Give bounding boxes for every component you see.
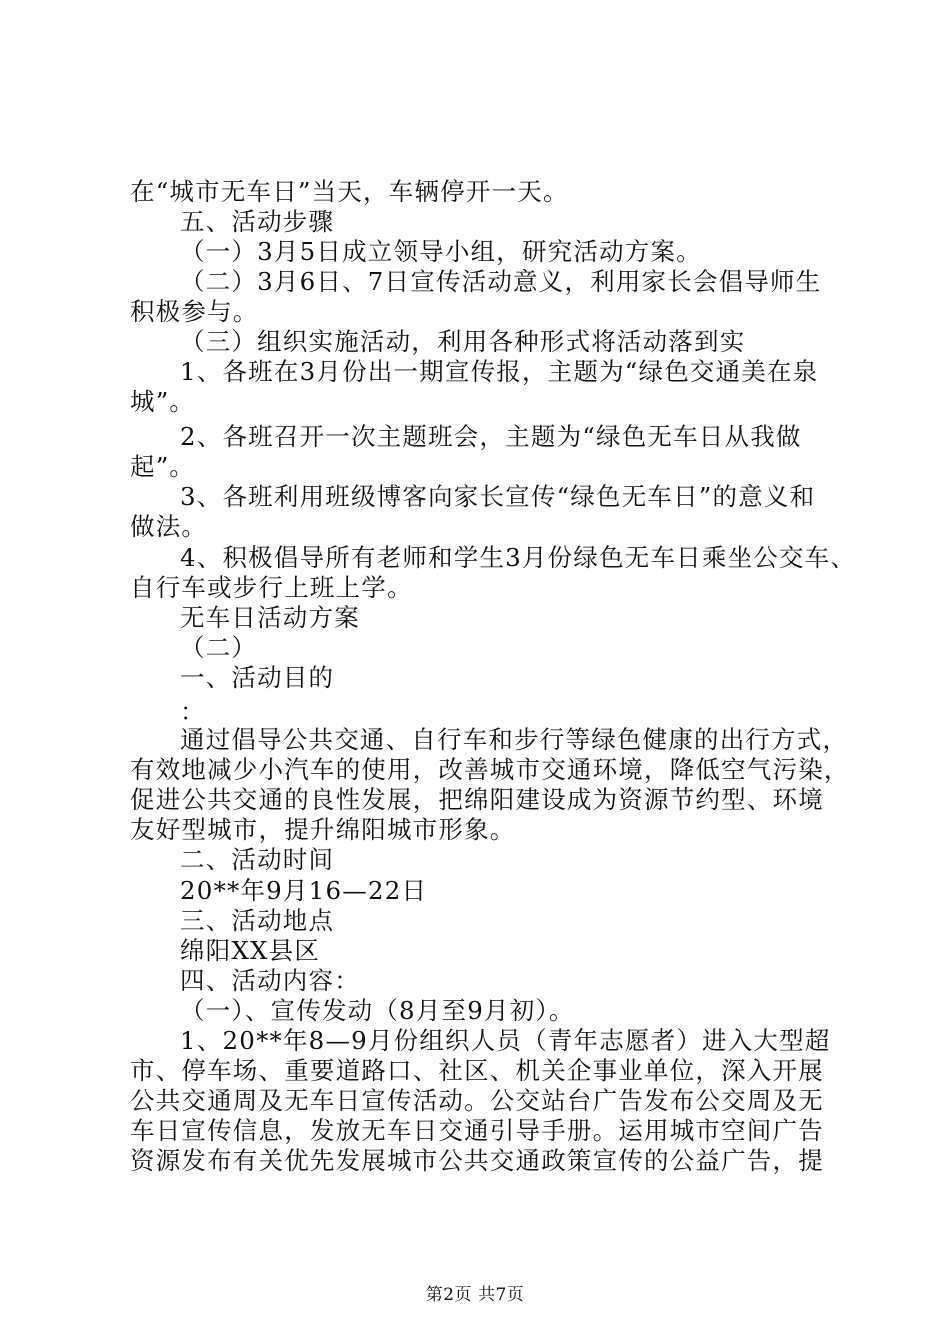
text-line: 自行车或步行上班上学。 xyxy=(130,573,413,602)
text-line: 2、各班召开一次主题班会，主题为“绿色无车日从我做 xyxy=(180,422,802,451)
page-indicator: 第2页 共7页 xyxy=(425,1285,525,1305)
text-line: 4、积极倡导所有老师和学生3月份绿色无车日乘坐公交车、 xyxy=(180,543,857,572)
text-line: 做法。 xyxy=(130,512,208,541)
text-line: 积极参与。 xyxy=(130,297,259,326)
text-line: 公共交通周及无车日宣传活动。公交站台广告发布公交周及无 xyxy=(130,1086,824,1115)
document-title: 无车日活动方案 xyxy=(180,603,360,632)
document-subtitle: （二） xyxy=(180,633,258,662)
text-line: （一）3月5日成立领导小组，研究活动方案。 xyxy=(180,237,702,266)
text-line: 友好型城市，提升绵阳城市形象。 xyxy=(130,815,516,844)
text-line: 起”。 xyxy=(130,452,196,481)
text-line: 市、停车场、重要道路口、社区、机关企事业单位，深入开展 xyxy=(130,1056,824,1085)
text-line: （二）3月6日、7日宣传活动意义，利用家长会倡导师生 xyxy=(180,267,822,296)
text-line: 促进公共交通的良性发展，把绵阳建设成为资源节约型、环境 xyxy=(130,785,824,814)
text-line: 城”。 xyxy=(130,387,196,416)
text-line: 通过倡导公共交通、自行车和步行等绿色健康的出行方式， xyxy=(180,725,849,754)
text-line: （一）、宣传发动（8月至9月初）。 xyxy=(180,996,575,1025)
text-line: 3、各班利用班级博客向家长宣传“绿色无车日”的意义和 xyxy=(180,482,816,511)
text-line: 绵阳XX县区 xyxy=(180,936,321,965)
section-heading: 二、活动时间 xyxy=(180,845,335,874)
text-line: （三）组织实施活动，利用各种形式将活动落到实 xyxy=(180,327,746,356)
text-line: ： xyxy=(180,697,206,726)
text-line: 有效地减少小汽车的使用，改善城市交通环境，降低空气污染， xyxy=(130,755,850,784)
text-line: 1、各班在3月份出一期宣传报，主题为“绿色交通美在泉 xyxy=(180,357,819,386)
text-line: 在“城市无车日”当天，车辆停开一天。 xyxy=(130,177,569,206)
text-line: 1、20**年8—9月份组织人员（青年志愿者）进入大型超 xyxy=(180,1026,831,1055)
text-line: 资源发布有关优先发展城市公共交通政策宣传的公益广告，提 xyxy=(130,1146,824,1175)
section-heading: 五、活动步骤 xyxy=(180,207,335,236)
section-heading: 三、活动地点 xyxy=(180,906,335,935)
text-line: 车日宣传信息，发放无车日交通引导手册。运用城市空间广告 xyxy=(130,1116,824,1145)
section-heading: 一、活动目的 xyxy=(180,663,335,692)
text-line: 20**年9月16—22日 xyxy=(180,876,428,905)
section-heading: 四、活动内容： xyxy=(180,966,360,995)
